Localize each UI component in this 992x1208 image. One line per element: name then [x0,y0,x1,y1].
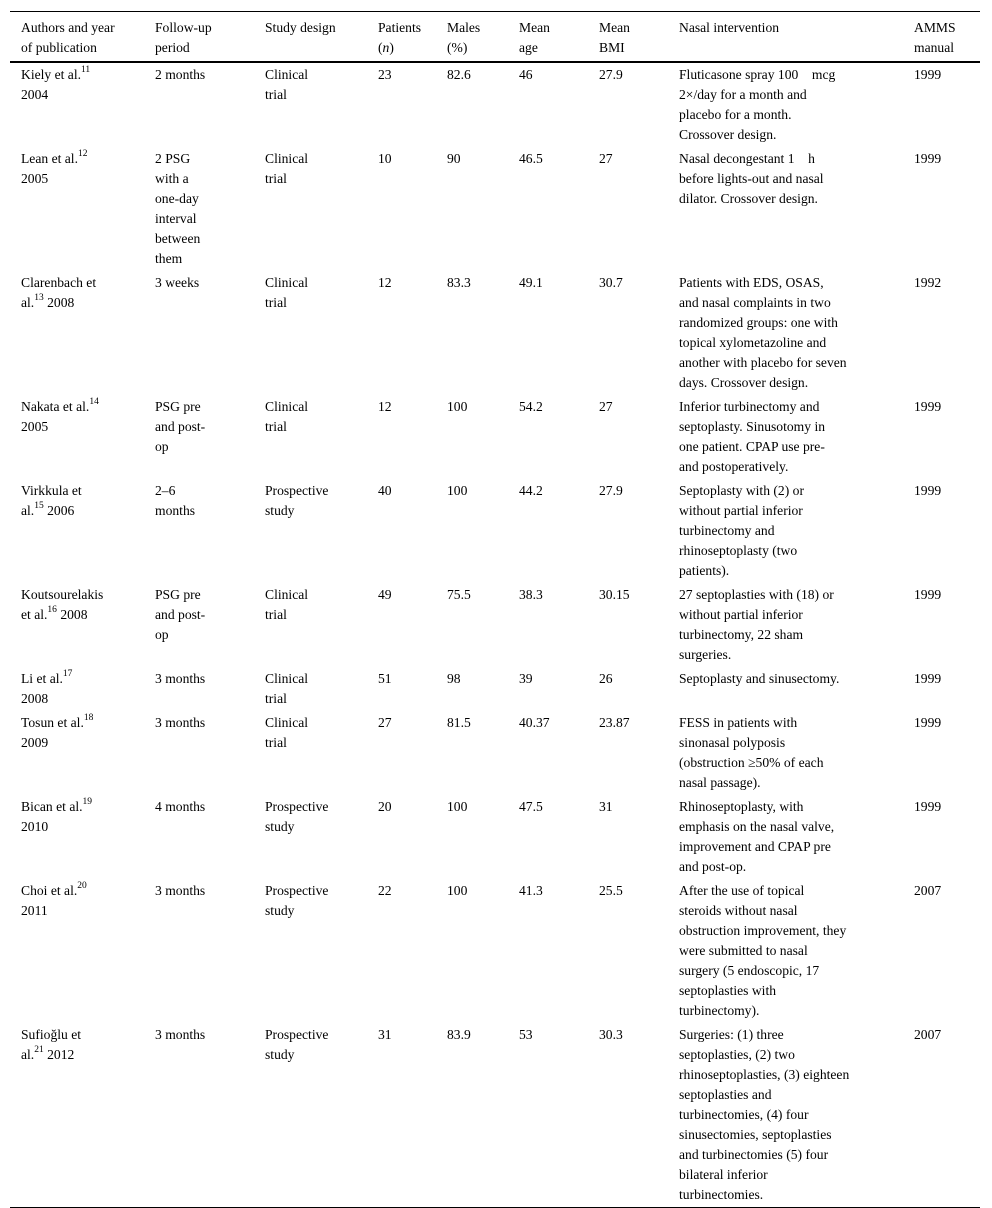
reference-number: 11 [81,65,91,76]
cell-follow-up [155,147,265,271]
cell-author [10,1023,155,1208]
table-body [10,62,980,1208]
author-line [21,585,155,605]
cell-follow-up [155,271,265,395]
header-text: (%) [447,40,468,55]
header-nasal-intervention [679,12,914,63]
intervention-line: and post-op. [679,859,747,874]
intervention-line: were submitted to nasal [679,943,808,958]
header-text: period [155,40,190,55]
header-row [10,12,980,63]
study-design-line: Clinical [265,671,309,686]
follow-up-line: op [155,439,169,454]
cell-males: 83.3 [447,275,471,290]
cell-follow-up [155,479,265,583]
study-design-line: trial [265,419,287,434]
intervention-line: placebo for a month. [679,107,792,122]
cell-age: 46.5 [519,151,543,166]
author-name: Nakata et al. [21,399,90,414]
study-design-line: study [265,1047,295,1062]
author-year-line [21,169,155,189]
study-design-line: Prospective [265,799,329,814]
study-design-line: Clinical [265,151,309,166]
follow-up-line: between [155,231,201,246]
cell-age: 46 [519,67,533,82]
cell-author [10,879,155,1023]
intervention-line: before lights-out and nasal [679,171,824,186]
header-text: Nasal intervention [679,20,780,35]
cell-patients: 12 [378,275,392,290]
study-design-line: trial [265,171,287,186]
cell-author [10,62,155,147]
cell-nasal-intervention [679,711,914,795]
cell-study-design [265,147,378,271]
table-row [10,271,980,395]
author-name: Koutsourelakis [21,587,104,602]
publication-year: 2006 [47,503,75,518]
table-row [10,583,980,667]
header-text: Mean [519,20,550,35]
intervention-line: obstruction improvement, they [679,923,847,938]
table-row [10,395,980,479]
table-row [10,1023,980,1208]
follow-up-line: 3 months [155,1027,206,1042]
cell-study-design [265,667,378,711]
intervention-line: dilator. Crossover design. [679,191,818,206]
author-name: Choi et al. [21,883,78,898]
cell-bmi: 26 [599,671,613,686]
cell-patients: 20 [378,799,392,814]
cell-patients: 10 [378,151,392,166]
intervention-line: and turbinectomies (5) four [679,1147,829,1162]
intervention-line: Fluticasone spray 100 mcg [679,67,836,82]
cell-study-design [265,395,378,479]
table-row [10,62,980,147]
follow-up-line: interval [155,211,197,226]
header-text: age [519,40,538,55]
cell-age: 40.37 [519,715,550,730]
author-year-line [21,901,155,921]
study-design-line: trial [265,691,287,706]
intervention-line: turbinectomy and [679,523,775,538]
cell-age: 38.3 [519,587,543,602]
intervention-line: emphasis on the nasal valve, [679,819,835,834]
cell-amms: 1999 [914,671,942,686]
author-year-line [21,605,155,625]
cell-amms: 1999 [914,399,942,414]
header-text: Patients [378,20,422,35]
intervention-line: septoplasty. Sinusotomy in [679,419,826,434]
header-n-symbol: n [382,40,390,55]
intervention-line: turbinectomies. [679,1187,764,1202]
intervention-line: and postoperatively. [679,459,789,474]
study-design-line: Clinical [265,587,309,602]
cell-author [10,479,155,583]
intervention-line: surgeries. [679,647,732,662]
cell-age: 53 [519,1027,533,1042]
cell-age: 54.2 [519,399,543,414]
author-name-tail: al. [21,295,35,310]
author-year-line [21,817,155,837]
follow-up-line: 2 months [155,67,206,82]
study-design-line: Clinical [265,399,309,414]
author-name: Sufioğlu et [21,1027,82,1042]
header-authors [10,12,155,63]
header-text: BMI [599,40,625,55]
cell-author [10,711,155,795]
table-row [10,667,980,711]
intervention-line: without partial inferior [679,607,803,622]
author-year-line [21,733,155,753]
follow-up-line: with a [155,171,189,186]
intervention-line: After the use of topical [679,883,805,898]
intervention-line: topical xylometazoline and [679,335,827,350]
intervention-line: Septoplasty and sinusectomy. [679,671,840,686]
intervention-line: Nasal decongestant 1 h [679,151,815,166]
cell-males: 81.5 [447,715,471,730]
author-line [21,149,155,169]
reference-number: 17 [62,669,73,680]
intervention-line: septoplasties, (2) two [679,1047,795,1062]
cell-study-design [265,1023,378,1208]
intervention-line: 2×/day for a month and [679,87,807,102]
study-design-line: Prospective [265,483,329,498]
follow-up-line: PSG pre [155,399,201,414]
cell-author [10,395,155,479]
publication-year: 2011 [21,903,48,918]
follow-up-line: PSG pre [155,587,201,602]
publication-year: 2008 [60,607,88,622]
cell-patients: 23 [378,67,392,82]
header-males [447,12,519,63]
study-design-line: Clinical [265,275,309,290]
cell-nasal-intervention [679,795,914,879]
intervention-line: surgery (5 endoscopic, 17 [679,963,820,978]
studies-table [10,11,980,1208]
author-line [21,481,155,501]
header-text: manual [914,40,955,55]
cell-patients: 51 [378,671,392,686]
study-design-line: study [265,503,295,518]
header-text: (n) [378,40,394,55]
study-design-line: trial [265,607,287,622]
author-name: Bican et al. [21,799,83,814]
follow-up-line: 4 months [155,799,206,814]
cell-age: 41.3 [519,883,543,898]
intervention-line: nasal passage). [679,775,761,790]
follow-up-line: one-day [155,191,199,206]
intervention-line: turbinectomy, 22 sham [679,627,804,642]
cell-amms: 1999 [914,483,942,498]
reference-number: 12 [77,149,88,160]
cell-patients: 31 [378,1027,392,1042]
table-row [10,879,980,1023]
table-row [10,147,980,271]
cell-patients: 49 [378,587,392,602]
cell-age: 47.5 [519,799,543,814]
study-design-line: Clinical [265,67,309,82]
follow-up-line: 3 months [155,671,206,686]
intervention-line: another with placebo for seven [679,355,847,370]
cell-author [10,271,155,395]
study-design-line: trial [265,735,287,750]
intervention-line: without partial inferior [679,503,803,518]
publication-year: 2010 [21,819,49,834]
intervention-line: (obstruction ≥50% of each [679,755,824,770]
study-design-line: trial [265,87,287,102]
author-name: Tosun et al. [21,715,84,730]
publication-year: 2008 [47,295,75,310]
table-header [10,12,980,63]
header-text: Follow-up [155,20,212,35]
intervention-line: turbinectomy). [679,1003,760,1018]
cell-patients: 40 [378,483,392,498]
intervention-line: rhinoseptoplasty (two [679,543,798,558]
intervention-line: and nasal complaints in two [679,295,831,310]
cell-study-design [265,62,378,147]
cell-follow-up [155,879,265,1023]
cell-males: 83.9 [447,1027,471,1042]
cell-amms: 1999 [914,151,942,166]
study-design-line: trial [265,295,287,310]
cell-bmi: 27 [599,399,613,414]
author-name: Kiely et al. [21,67,82,82]
intervention-line: Surgeries: (1) three [679,1027,784,1042]
cell-study-design [265,479,378,583]
author-line [21,1025,155,1045]
follow-up-line: 2 PSG [155,151,191,166]
cell-amms: 1999 [914,67,942,82]
header-text: Mean [599,20,630,35]
follow-up-line: and post- [155,419,206,434]
header-follow-up [155,12,265,63]
follow-up-line: them [155,251,183,266]
cell-amms: 2007 [914,883,942,898]
cell-amms: 1999 [914,587,942,602]
cell-males: 100 [447,799,468,814]
cell-males: 100 [447,483,468,498]
publication-year: 2005 [21,419,49,434]
reference-number: 18 [83,713,94,724]
reference-number: 15 [34,501,44,512]
study-design-line: Clinical [265,715,309,730]
author-name: Li et al. [21,671,63,686]
author-name: Lean et al. [21,151,78,166]
cell-nasal-intervention [679,271,914,395]
author-name-tail: al. [21,503,35,518]
author-year-line [21,85,155,105]
reference-number: 16 [47,605,57,616]
cell-age: 44.2 [519,483,543,498]
cell-author [10,795,155,879]
cell-bmi: 31 [599,799,613,814]
author-year-line [21,501,155,521]
intervention-line: patients). [679,563,730,578]
author-year-line [21,417,155,437]
follow-up-line: months [155,503,196,518]
intervention-line: steroids without nasal [679,903,798,918]
reference-number: 13 [34,293,44,304]
cell-study-design [265,711,378,795]
follow-up-line: op [155,627,169,642]
cell-bmi: 30.15 [599,587,630,602]
cell-follow-up [155,62,265,147]
cell-nasal-intervention [679,479,914,583]
intervention-line: FESS in patients with [679,715,798,730]
cell-age: 49.1 [519,275,543,290]
reference-number: 21 [34,1045,44,1056]
publication-year: 2005 [21,171,49,186]
cell-follow-up [155,583,265,667]
table-row [10,795,980,879]
intervention-line: Inferior turbinectomy and [679,399,820,414]
cell-patients: 12 [378,399,392,414]
intervention-line: Rhinoseptoplasty, with [679,799,804,814]
header-mean-bmi [599,12,679,63]
author-name: Clarenbach et [21,275,97,290]
cell-study-design [265,271,378,395]
intervention-line: one patient. CPAP use pre- [679,439,825,454]
cell-males: 90 [447,151,461,166]
cell-study-design [265,879,378,1023]
cell-bmi: 30.3 [599,1027,623,1042]
follow-up-line: 3 months [155,715,206,730]
author-name: Virkkula et [21,483,82,498]
intervention-line: sinusectomies, septoplasties [679,1127,832,1142]
cell-study-design [265,583,378,667]
study-design-line: Prospective [265,1027,329,1042]
header-patients [378,12,447,63]
study-design-line: study [265,819,295,834]
author-year-line [21,1045,155,1065]
cell-nasal-intervention [679,879,914,1023]
cell-nasal-intervention [679,583,914,667]
cell-nasal-intervention [679,62,914,147]
intervention-line: improvement and CPAP pre [679,839,831,854]
cell-males: 75.5 [447,587,471,602]
author-line [21,713,155,733]
intervention-line: septoplasties with [679,983,777,998]
table-row [10,479,980,583]
cell-amms: 2007 [914,1027,942,1042]
intervention-line: days. Crossover design. [679,375,809,390]
author-year-line [21,689,155,709]
author-line [21,669,155,689]
follow-up-line: 3 weeks [155,275,200,290]
author-line [21,881,155,901]
author-line [21,397,155,417]
intervention-line: Patients with EDS, OSAS, [679,275,824,290]
header-text: Males [447,20,481,35]
cell-amms: 1999 [914,715,942,730]
intervention-line: 27 septoplasties with (18) or [679,587,834,602]
cell-males: 100 [447,883,468,898]
publication-year: 2008 [21,691,49,706]
author-name-tail: al. [21,1047,35,1062]
cell-nasal-intervention [679,147,914,271]
intervention-line: rhinoseptoplasties, (3) eighteen [679,1067,850,1082]
intervention-line: Septoplasty with (2) or [679,483,804,498]
reference-number: 14 [89,397,99,408]
author-name-tail: et al. [21,607,48,622]
intervention-line: septoplasties and [679,1087,772,1102]
intervention-line: bilateral inferior [679,1167,768,1182]
author-line [21,797,155,817]
header-amms-manual [914,12,980,63]
cell-amms: 1999 [914,799,942,814]
cell-bmi: 23.87 [599,715,630,730]
study-design-line: study [265,903,295,918]
cell-males: 98 [447,671,461,686]
author-line [21,273,155,293]
follow-up-line: 3 months [155,883,206,898]
intervention-line: turbinectomies, (4) four [679,1107,809,1122]
cell-follow-up [155,711,265,795]
reference-number: 20 [77,881,87,892]
follow-up-line: and post- [155,607,206,622]
cell-study-design [265,795,378,879]
cell-author [10,667,155,711]
cell-follow-up [155,795,265,879]
cell-patients: 27 [378,715,392,730]
header-study-design [265,12,378,63]
cell-males: 82.6 [447,67,471,82]
cell-amms: 1992 [914,275,942,290]
cell-nasal-intervention [679,667,914,711]
header-mean-age [519,12,599,63]
cell-nasal-intervention [679,1023,914,1208]
header-text: of publication [21,40,97,55]
follow-up-line: 2–6 [155,483,176,498]
cell-bmi: 25.5 [599,883,623,898]
publication-year: 2004 [21,87,49,102]
study-design-line: Prospective [265,883,329,898]
cell-males: 100 [447,399,468,414]
table-row [10,711,980,795]
header-text: AMMS [914,20,956,35]
cell-nasal-intervention [679,395,914,479]
cell-author [10,147,155,271]
cell-patients: 22 [378,883,392,898]
cell-follow-up [155,667,265,711]
cell-age: 39 [519,671,533,686]
author-line [21,65,155,85]
intervention-line: randomized groups: one with [679,315,838,330]
table-page [10,11,980,1208]
intervention-line: Crossover design. [679,127,777,142]
intervention-line: sinonasal polyposis [679,735,786,750]
cell-bmi: 27 [599,151,613,166]
cell-author [10,583,155,667]
cell-bmi: 30.7 [599,275,623,290]
cell-follow-up [155,395,265,479]
cell-bmi: 27.9 [599,67,623,82]
author-year-line [21,293,155,313]
cell-bmi: 27.9 [599,483,623,498]
publication-year: 2012 [47,1047,75,1062]
publication-year: 2009 [21,735,49,750]
reference-number: 19 [82,797,93,808]
cell-follow-up [155,1023,265,1208]
header-text: Study design [265,20,336,35]
header-text: Authors and year [21,20,115,35]
